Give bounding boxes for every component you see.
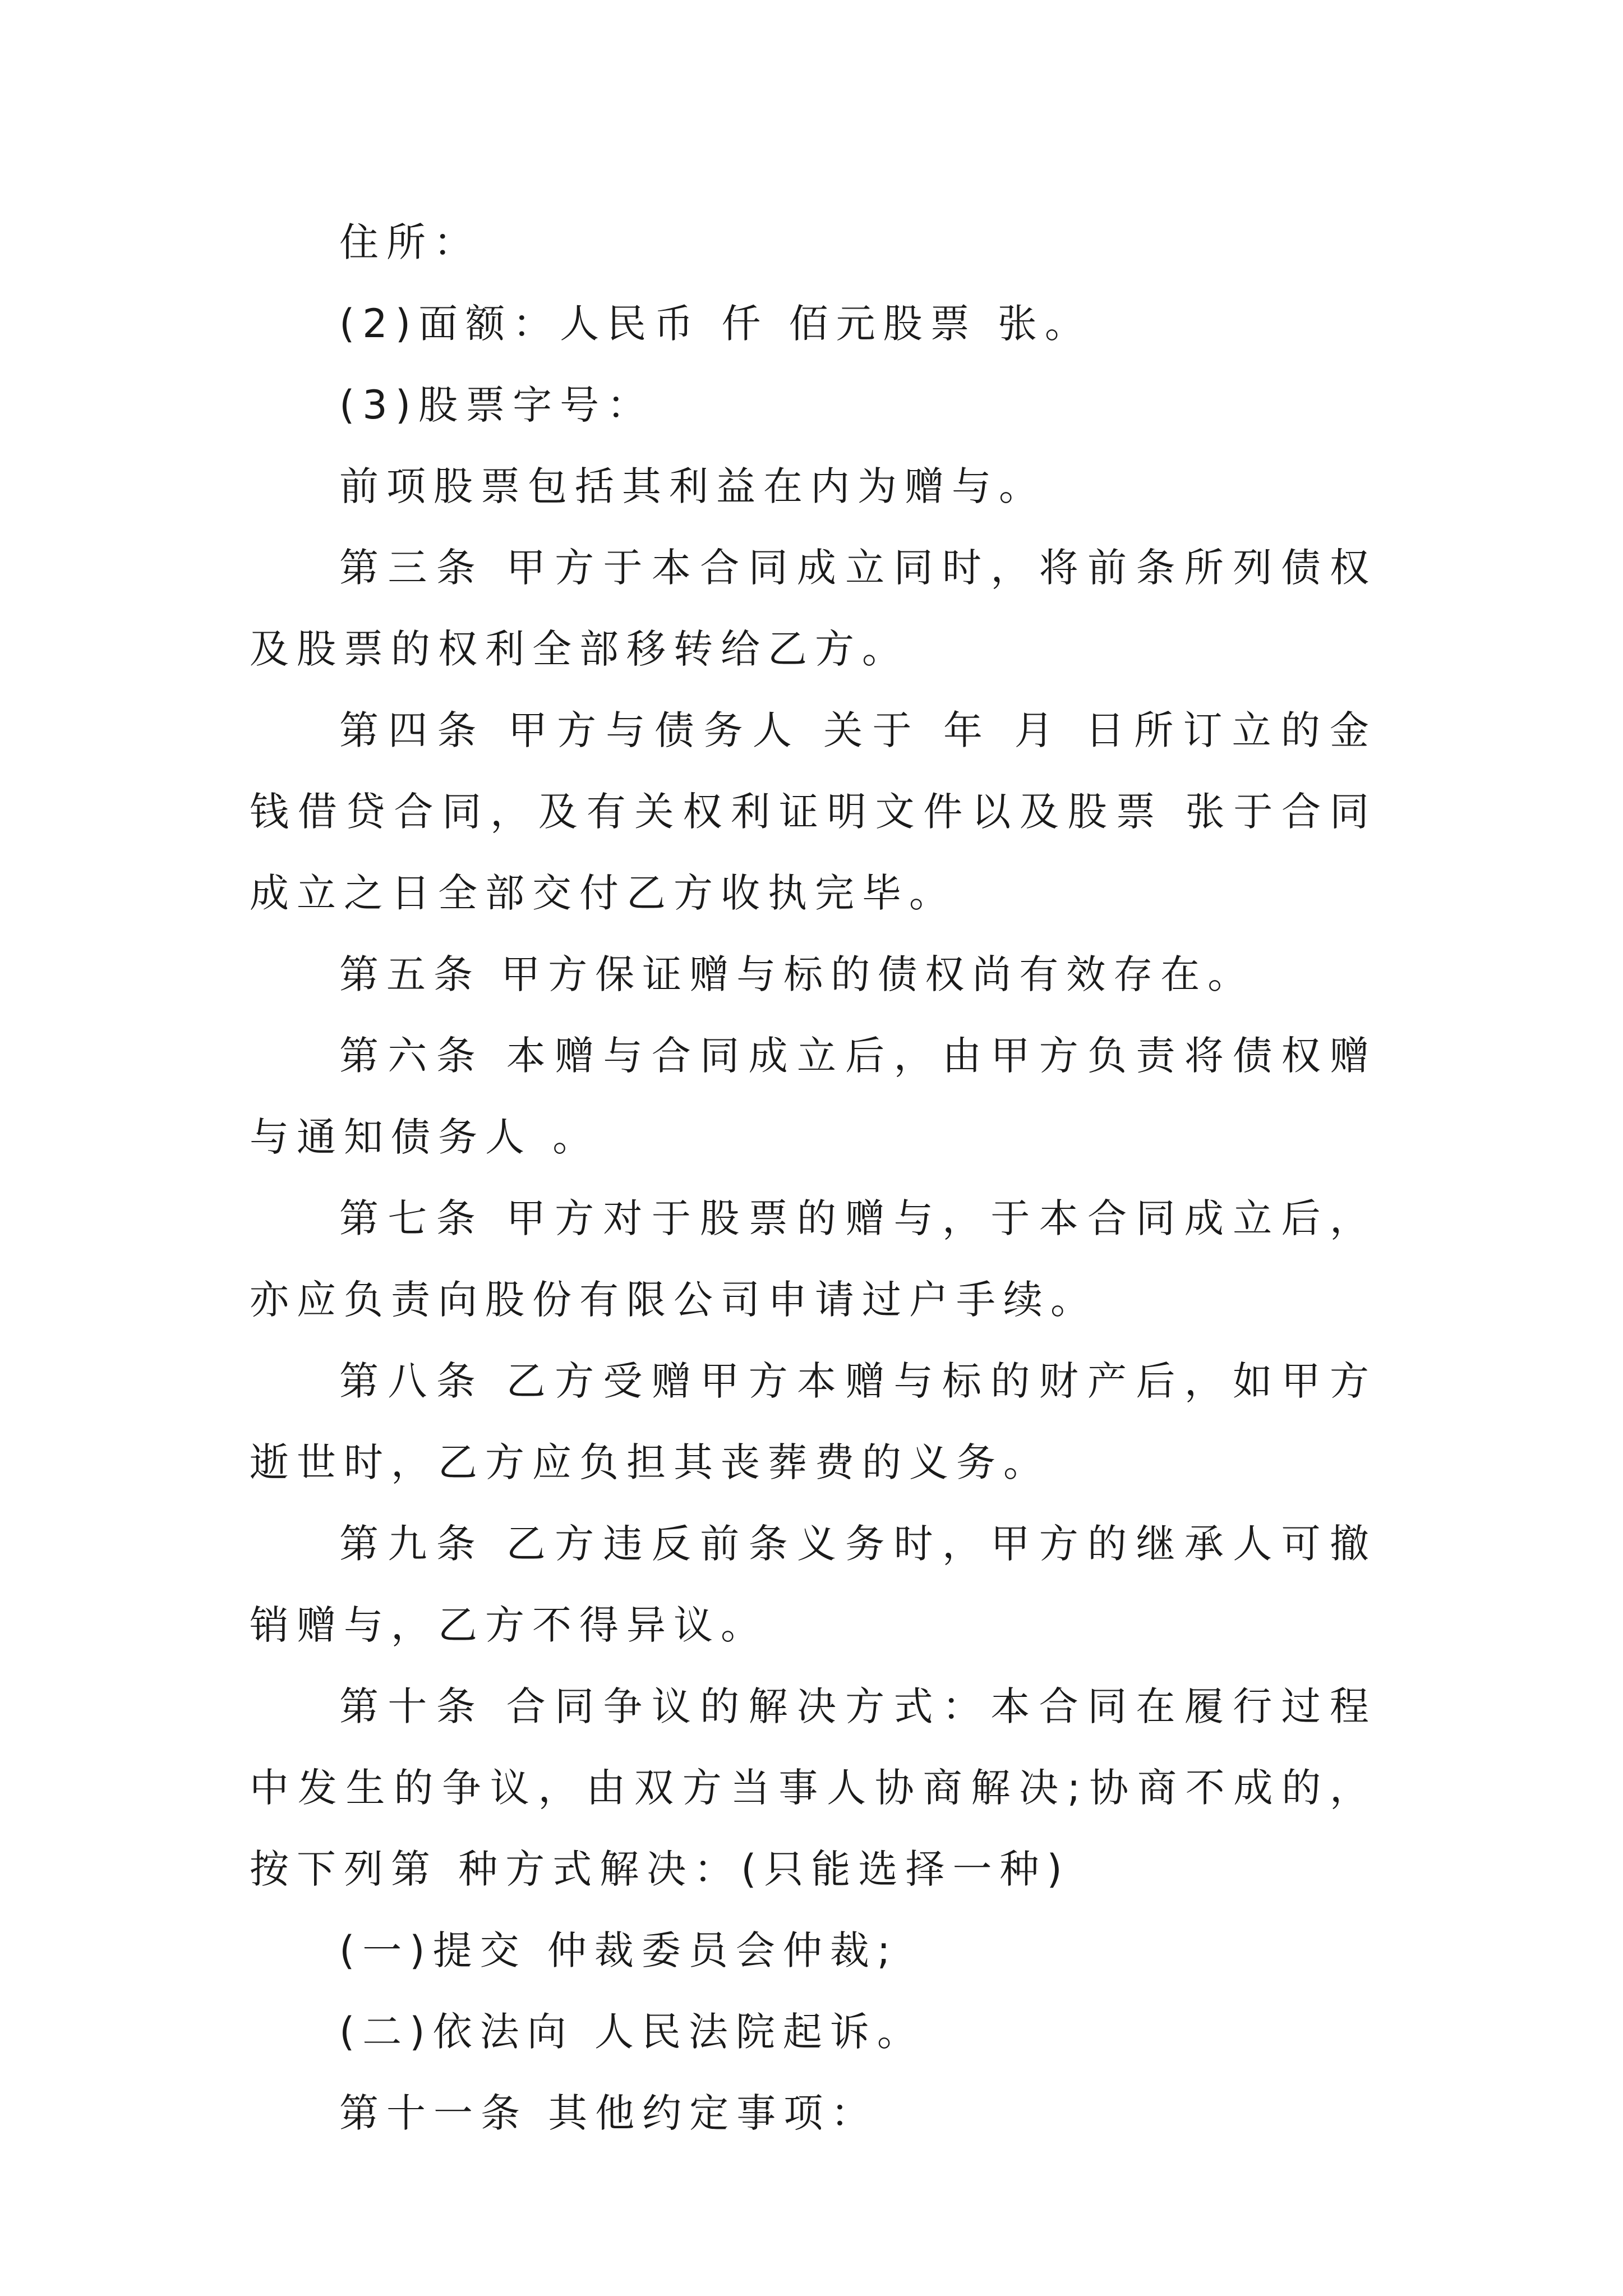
paragraph-address: 住所： [339, 219, 481, 265]
clause-7: 第七条 甲方对于股票的赠与，于本合同成立后，亦应负责向股份有限公司申请过户手续。 [250, 1195, 1377, 1323]
clause-10: 第十条 合同争议的解决方式：本合同在履行过程中发生的争议，由双方当事人协商解决;协商不成的，按下列第 种方式解决：(只能选择一种) [250, 1683, 1377, 1892]
clause-3: 第三条 甲方于本合同成立同时，将前条所列债权及股票的权利全部移转给乙方。 [250, 545, 1377, 672]
clause-8: 第八条 乙方受赠甲方本赠与标的财产后，如甲方逝世时，乙方应负担其丧葬费的义务。 [250, 1358, 1377, 1485]
clause-11: 第十一条 其他约定事项： [339, 2090, 878, 2136]
clause-10-option-1: (一)提交 仲裁委员会仲裁; [339, 1927, 898, 1973]
document-body [250, 202, 1377, 2154]
paragraph-face-value: (2)面额：人民币 仟 佰元股票 张。 [339, 301, 1092, 347]
clause-9: 第九条 乙方违反前条义务时，甲方的继承人可撤销赠与，乙方不得异议。 [250, 1521, 1377, 1648]
clause-6: 第六条 本赠与合同成立后，由甲方负责将债权赠与通知债务人 。 [250, 1033, 1377, 1160]
paragraph-gift-scope: 前项股票包括其利益在内为赠与。 [339, 463, 1046, 509]
paragraph-stock-number: (3)股票字号： [339, 382, 654, 428]
clause-5: 第五条 甲方保证赠与标的债权尚有效存在。 [339, 951, 1255, 997]
clause-4: 第四条 甲方与债务人 关于 年 月 日所订立的金钱借贷合同，及有关权利证明文件以及股票 张于合同成立之日全部交付乙方收执完毕。 [250, 707, 1377, 916]
clause-10-option-2: (二)依法向 人民法院起诉。 [339, 2009, 924, 2055]
